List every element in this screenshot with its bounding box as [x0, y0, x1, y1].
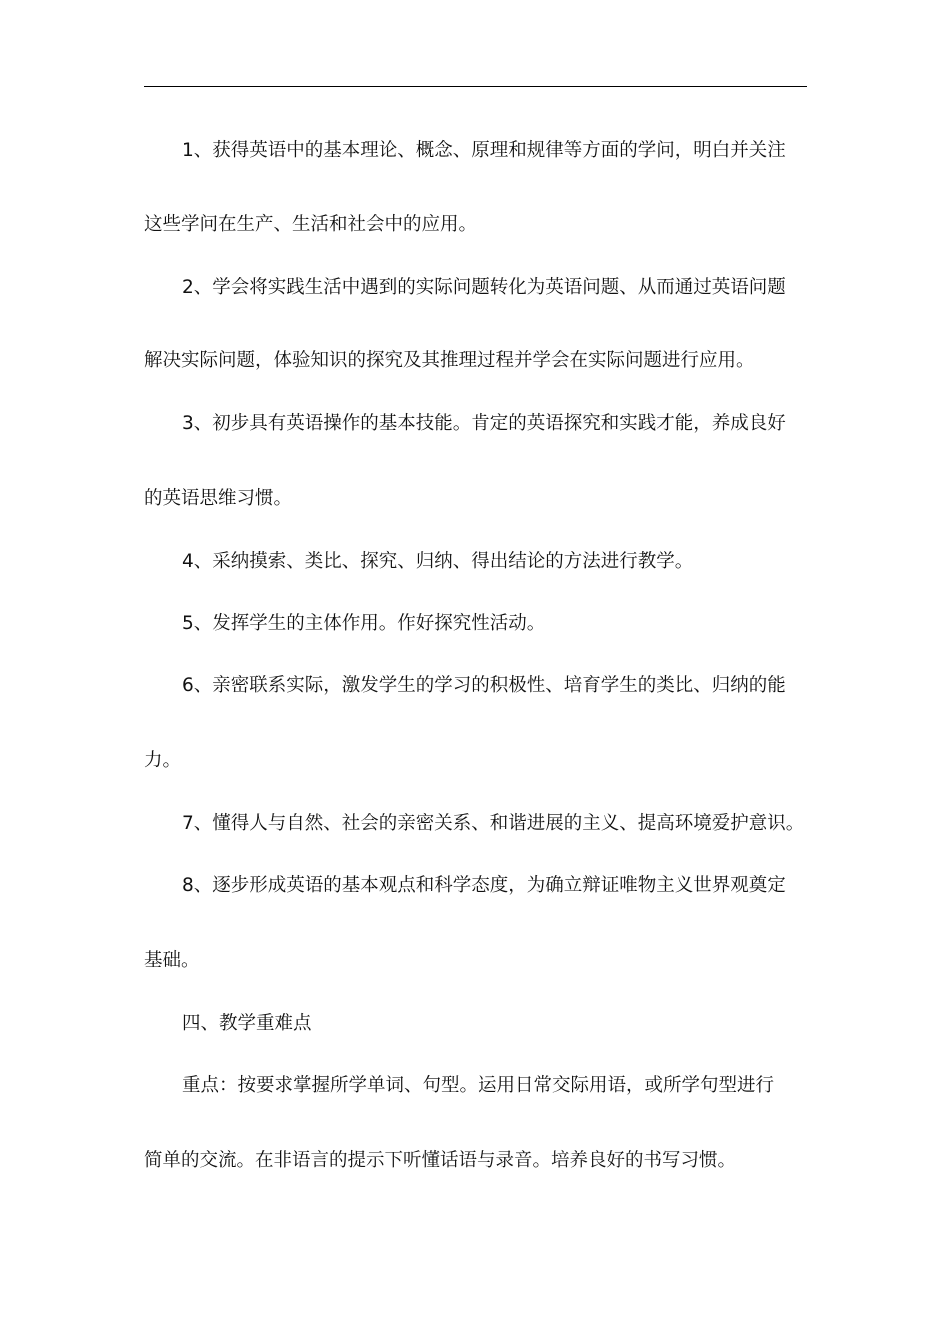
objective-6-line-1: 6、亲密联系实际，激发学生的学习的积极性、培育学生的类比、归纳的能 [182, 675, 786, 696]
objective-2-line-1: 2、学会将实践生活中遇到的实际问题转化为英语问题、从而通过英语问题 [182, 277, 786, 298]
objective-8-line-1: 8、逐步形成英语的基本观点和科学态度，为确立辩证唯物主义世界观奠定 [182, 875, 786, 896]
objective-8-line-2: 基础。 [144, 950, 200, 971]
key-points-line-1: 重点：按要求掌握所学单词、句型。运用日常交际用语，或所学句型进行 [182, 1075, 775, 1096]
objective-6-line-2: 力。 [144, 750, 182, 771]
header-rule [144, 86, 807, 87]
objective-3-line-1: 3、初步具有英语操作的基本技能。肯定的英语探究和实践才能，养成良好 [182, 413, 786, 434]
key-points-line-2: 简单的交流。在非语言的提示下听懂话语与录音。培养良好的书写习惯。 [144, 1150, 737, 1171]
objective-1-line-1: 1、获得英语中的基本理论、概念、原理和规律等方面的学问，明白并关注 [182, 140, 786, 161]
objective-7: 7、懂得人与自然、社会的亲密关系、和谐进展的主义、提高环境爱护意识。 [182, 813, 805, 834]
objective-5: 5、发挥学生的主体作用。作好探究性活动。 [182, 613, 546, 634]
objective-1-line-2: 这些学问在生产、生活和社会中的应用。 [144, 214, 478, 235]
objective-4: 4、采纳摸索、类比、探究、归纳、得出结论的方法进行教学。 [182, 551, 694, 572]
section-heading: 四、教学重难点 [182, 1013, 312, 1034]
objective-2-line-2: 解决实际问题，体验知识的探究及其推理过程并学会在实际问题进行应用。 [144, 350, 755, 371]
objective-3-line-2: 的英语思维习惯。 [144, 488, 293, 509]
